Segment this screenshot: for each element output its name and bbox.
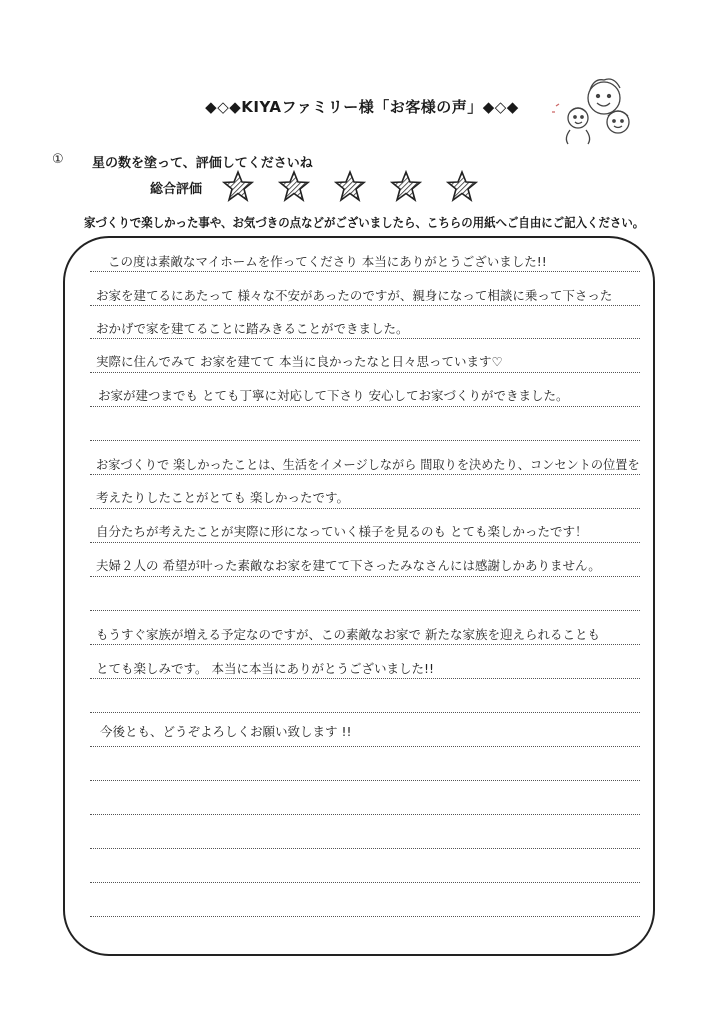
star-1-icon[interactable] [222, 170, 254, 202]
ruled-line [90, 848, 640, 849]
star-2-icon[interactable] [278, 170, 310, 202]
handwritten-line: 考えたりしたことがとても 楽しかったです。 [96, 490, 349, 505]
ruled-line [90, 780, 640, 781]
ruled-line [90, 610, 640, 611]
ruled-line [90, 576, 640, 577]
ruled-line [90, 746, 640, 747]
ruled-line [90, 474, 640, 475]
handwritten-line: お家づくりで 楽しかったことは、生活をイメージしながら 間取りを決めたり、コンセントの位置を [96, 457, 640, 472]
star-4-icon[interactable] [390, 170, 422, 202]
ruled-line [90, 542, 640, 543]
handwritten-line: 自分たちが考えたことが実際に形になっていく様子を見るのも とても楽しかったです！ [96, 524, 588, 539]
rating-label: 総合評価 [150, 182, 203, 197]
handwritten-line: お家が建つまでも とても丁寧に対応して下さり 安心してお家づくりができました。 [98, 388, 569, 403]
ruled-line [90, 644, 640, 645]
ruled-line [90, 305, 640, 306]
ruled-line [90, 406, 640, 407]
ruled-line [90, 814, 640, 815]
ruled-line [90, 338, 640, 339]
ruled-line [90, 440, 640, 441]
family-illustration-icon [534, 72, 634, 148]
question-number: ① [52, 152, 64, 167]
ruled-line [90, 508, 640, 509]
star-5-icon[interactable] [446, 170, 478, 202]
ruled-line [90, 372, 640, 373]
handwritten-line: 夫婦２人の 希望が叶った素敵なお家を建てて下さったみなさんには感謝しかありません。 [96, 558, 601, 573]
ruled-line [90, 712, 640, 713]
handwritten-line: 今後とも、どうぞよろしくお願い致します !! [100, 724, 352, 739]
star-3-icon[interactable] [334, 170, 366, 202]
handwritten-line: この度は素敵なマイホームを作ってくださり 本当にありがとうございました!! [108, 254, 547, 269]
handwritten-line: お家を建てるにあたって 様々な不安があったのですが、親身になって相談に乗って下さった [96, 288, 613, 303]
page-title: ◆◇◆KIYAファミリー様「お客様の声」◆◇◆ [205, 98, 519, 116]
ruled-line [90, 678, 640, 679]
ruled-line [90, 916, 640, 917]
handwritten-line: もうすぐ家族が増える予定なのですが、この素敵なお家で 新たな家族を迎えられることも [96, 627, 600, 642]
question-text: 星の数を塗って、評価してくださいね [92, 156, 313, 171]
instruction-text: 家づくりで楽しかった事や、お気づきの点などがございましたら、こちらの用紙へご自由にご記入ください。 [84, 215, 645, 230]
handwritten-line: おかげで家を建てることに踏みきることができました。 [96, 321, 409, 336]
handwritten-line: とても楽しみです。 本当に本当にありがとうございました!! [96, 661, 434, 676]
ruled-line [90, 882, 640, 883]
ruled-line [90, 271, 640, 272]
handwritten-line: 実際に住んでみて お家を建てて 本当に良かったなと日々思っています♡ [96, 354, 503, 369]
star-rating[interactable] [222, 170, 478, 202]
